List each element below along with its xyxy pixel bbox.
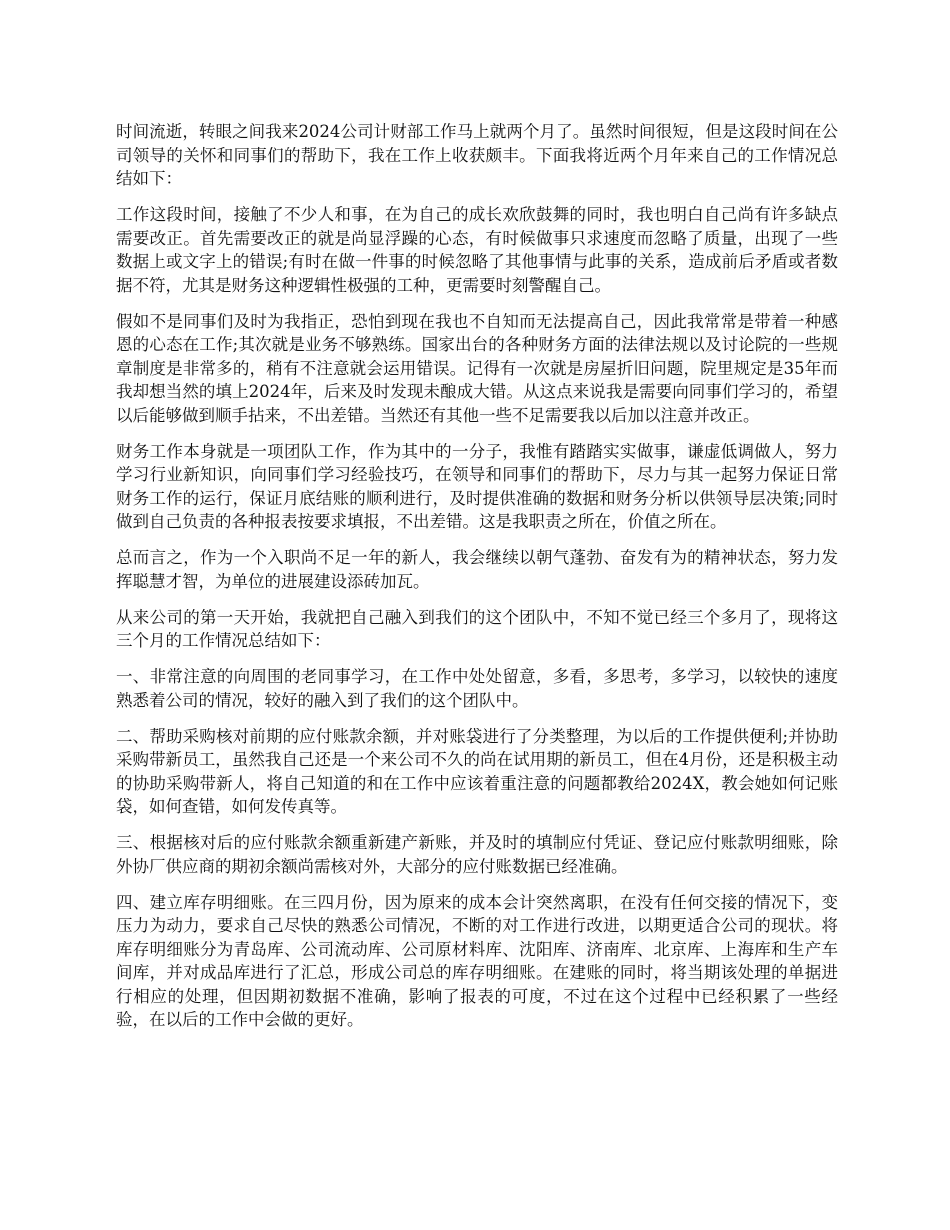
paragraph-item-1: 一、非常注意的向周围的老同事学习，在工作中处处留意，多看，多思考，多学习，以较快的速度熟悉着公司的情况，较好的融入到了我们的这个团队中。 [116,667,838,710]
paragraph-teamwork: 财务工作本身就是一项团队工作，作为其中的一分子，我惟有踏踏实实做事，谦虚低调做人，努力学习行业新知识，向同事们学习经验技巧，在领导和同事们的帮助下，尽力与其一起努力保证日常财务工作的运行，保证月底结账的顺利进行，及时提供准确的数据和财务分析以供领导层决策;同时做到自己负责的各种报表按要求填报，不出差错。这是我职责之所在，价值之所在。 [116,441,838,531]
paragraph-item-3: 三、根据核对后的应付账款余额重新建产新账，并及时的填制应付凭证、登记应付账款明细账，除外协厂供应商的期初余额尚需核对外，大部分的应付账数据已经准确。 [116,833,838,876]
paragraph-item-2: 二、帮助采购核对前期的应付账款余额，并对账袋进行了分类整理，为以后的工作提供便利;并协助采购带新员工，虽然我自己还是一个来公司不久的尚在试用期的新员工，但在4月份，还是积极主动的协助采购带新人，将自己知道的和在工作中应该着重注意的问题都教给2024X，教会她如何记账袋，如何查错，如何发传真等。 [116,726,838,816]
paragraph-item-4: 四、建立库存明细账。在三四月份，因为原来的成本会计突然离职，在没有任何交接的情况下，变压力为动力，要求自己尽快的熟悉公司情况，不断的对工作进行改进，以期更适合公司的现状。将库存明细账分为青岛库、公司流动库、公司原材料库、沈阳库、济南库、北京库、上海库和生产车间库，并对成品库进行了汇总，形成公司总的库存明细账。在建账的同时，将当期该处理的单据进行相应的处理，但因期初数据不准确，影响了报表的可度，不过在这个过程中已经积累了一些经验，在以后的工作中会做的更好。 [116,892,838,1029]
paragraph-second-intro: 从来公司的第一天开始，我就把自己融入到我们的这个团队中，不知不觉已经三个多月了，现将这三个月的工作情况总结如下： [116,607,838,650]
document-body [116,120,838,1044]
paragraph-corrections: 假如不是同事们及时为我指正，恐怕到现在我也不自知而无法提高自己，因此我常常是带着一种感恩的心态在工作;其次就是业务不够熟练。国家出台的各种财务方面的法律法规以及讨论院的一些规章制度是非常多的，稍有不注意就会运用错误。记得有一次就是房屋折旧问题，院里规定是35年而我却想当然的填上2024年，后来及时发现未酿成大错。从这点来说我是需要向同事们学习的，希望以后能够做到顺手拈来，不出差错。当然还有其他一些不足需要我以后加以注意并改正。 [116,311,838,425]
paragraph-shortcomings: 工作这段时间，接触了不少人和事，在为自己的成长欢欣鼓舞的同时，我也明白自己尚有许多缺点需要改正。首先需要改正的就是尚显浮躁的心态，有时候做事只求速度而忽略了质量，出现了一些数据上或文字上的错误;有时在做一件事的时候忽略了其他事情与此事的关系，造成前后矛盾或者数据不符，尤其是财务这种逻辑性极强的工种，更需要时刻警醒自己。 [116,205,838,295]
paragraph-summary: 总而言之，作为一个入职尚不足一年的新人，我会继续以朝气蓬勃、奋发有为的精神状态，努力发挥聪慧才智，为单位的进展建设添砖加瓦。 [116,548,838,591]
paragraph-intro: 时间流逝，转眼之间我来2024公司计财部工作马上就两个月了。虽然时间很短，但是这段时间在公司领导的关怀和同事们的帮助下，我在工作上收获颇丰。下面我将近两个月年来自己的工作情况总结如下： [116,122,838,188]
